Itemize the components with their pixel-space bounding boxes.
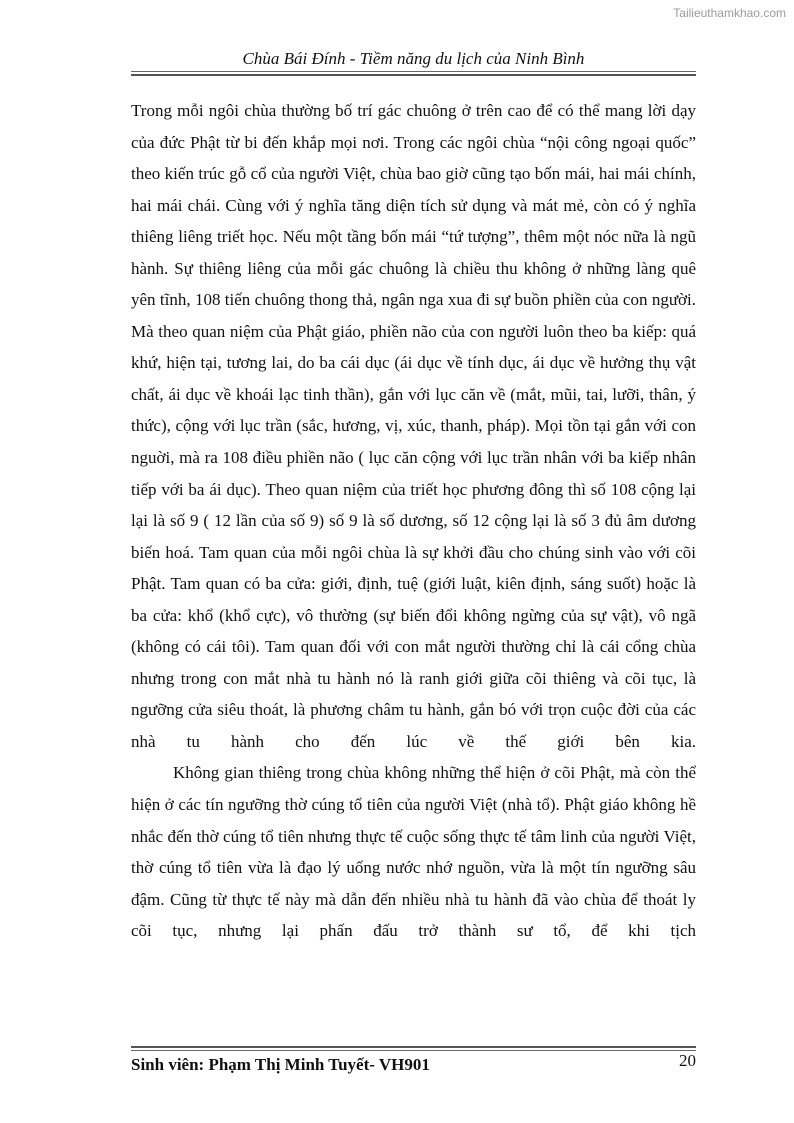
page-number: 20 <box>679 1051 696 1070</box>
footer-rule-top <box>131 1046 696 1048</box>
watermark: Tailieuthamkhao.com <box>673 6 786 20</box>
paragraph-2: Không gian thiêng trong chùa không những thể hiện ở cõi Phật, mà còn thể hiện ở các tín ngưỡng thờ cúng tổ tiên của người Việt (nhà tổ). Phật giáo không hề nhắc đến thờ cúng tổ tiên nhưng thực tế cuộc sống thực tế tâm linh của người Việt, thờ cúng tổ tiên vừa là đạo lý uống nước nhớ nguồn, vừa là một tín ngưỡng sâu đậm. Cũng từ thực tế này mà dẫn đến nhiều nhà tu hành đã vào chùa để thoát ly cõi tục, nhưng lại phấn đấu trở thành sư tổ, để khi tịch <box>131 763 696 941</box>
header-rule-bottom <box>131 74 696 76</box>
footer-student-name: Sinh viên: Phạm Thị Minh Tuyết- VH901 <box>131 1055 430 1074</box>
paragraph-1: Trong mỗi ngôi chùa thường bố trí gác chuông ở trên cao để có thể mang lời dạy của đức Phật từ bi đến khắp mọi nơi. Trong các ngôi chùa “nội công ngoại quốc” theo kiến trúc gỗ cổ của người Việt, chùa bao giờ cũng tạo bốn mái, hai mái chính, hai mái chái. Cùng với ý nghĩa tăng diện tích sử dụng và mát mẻ, còn có ý nghĩa thiêng liêng triết học. Nếu một tầng bốn mái “tứ tượng”, thêm một nóc nữa là ngũ hành. Sự thiêng liêng của mỗi gác chuông là chiều thu không ở những làng quê yên tĩnh, 108 tiến chuông thong thả, ngân nga xua đi sự buồn phiền của con người. Mà theo quan niệm của Phật giáo, phiền não của con người luôn theo ba kiếp: quá khứ, hiện tại, tương lai, do ba cái dục (ái dục về tính dục, ái dục về hưởng thụ vật chất, ái dục về khoái lạc tinh thần), gắn với lục căn về (mắt, mũi, tai, lưỡi, thân, ý thức), cộng với lục trần (sắc, hương, vị, xúc, thanh, pháp). Mọi tồn tại gắn với con nguời, mà ra 108 điều phiền não ( lục căn cộng với lục trần nhân với ba kiếp nhân tiếp với ba ái dục). Theo quan niệm của triết học phương đông thì số 108 cộng lại lại là số 9 ( 12 lần của số 9) số 9 là số dương, số 12 cộng lại là số 3 đủ âm dương biến hoá. Tam quan của mỗi ngôi chùa là sự khởi đầu cho chúng sinh vào với cõi Phật. Tam quan có ba cửa: giới, định, tuệ (giới luật, kiên định, sáng suốt) hoặc là ba cửa: khổ (khổ cực), vô thường (sự biến đổi không ngừng của sự vật), vô ngã (không có cái tôi). Tam quan đối với con mắt người thường chỉ là cái cổng chùa nhưng trong con mắt nhà tu hành nó là ranh giới giữa cõi thiêng và cõi tục, là ngưỡng cửa siêu thoát, là phương châm tu hành, gắn bó với trọn cuộc đời của các nhà tu hành cho đến lúc về thế giới bên kia. <box>131 101 696 751</box>
header-rule-top <box>131 71 696 72</box>
header-title: Chùa Bái Đính - Tiềm năng du lịch của Ninh Bình <box>242 49 585 68</box>
footer-rule-bottom <box>131 1050 696 1051</box>
body-text <box>131 95 696 947</box>
